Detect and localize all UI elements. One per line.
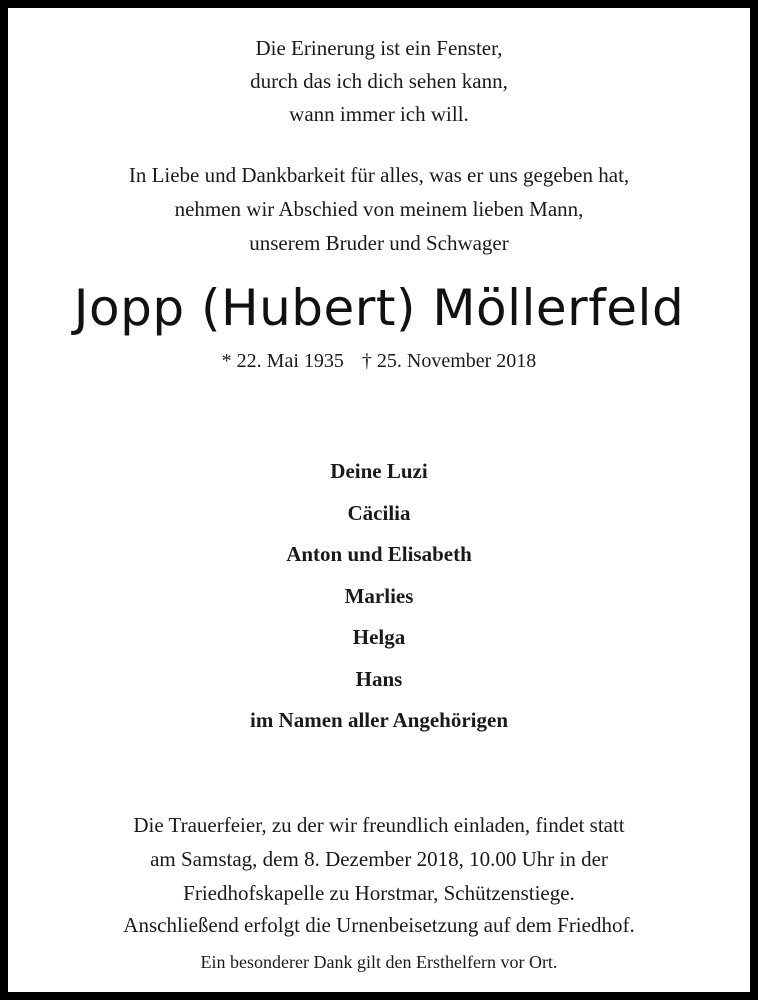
ceremony-details: [8, 808, 750, 910]
mourner-name: Cäcilia: [347, 500, 411, 525]
mourner-name: Anton und Elisabeth: [286, 542, 472, 566]
memorial-quote: [8, 32, 750, 131]
quote-line: durch das ich dich sehen kann,: [250, 69, 508, 93]
life-dates: [8, 346, 750, 376]
farewell-intro: [8, 158, 750, 260]
intro-line: unserem Bruder und Schwager: [249, 231, 509, 255]
ceremony-line: Die Trauerfeier, zu der wir freundlich einladen, findet statt: [133, 813, 625, 837]
mourner-name: Hans: [355, 666, 403, 691]
ceremony-line: Friedhofskapelle zu Horstmar, Schützenstiege.: [183, 881, 575, 905]
quote-line: wann immer ich will.: [289, 102, 469, 126]
quote-line: Die Erinerung ist ein Fenster,: [255, 36, 503, 60]
mourner-name: Helga: [352, 625, 406, 649]
death-date: † 25. November 2018: [361, 350, 537, 372]
birth-date: * 22. Mai 1935: [221, 350, 344, 372]
burial-note: Anschließend erfolgt die Urnenbeisetzung auf dem Friedhof.: [123, 913, 635, 937]
deceased-name: Jopp (Hubert) Möllerfeld: [73, 279, 685, 337]
intro-line: nehmen wir Abschied von meinem lieben Mann,: [174, 197, 584, 221]
mourners-list: [8, 451, 750, 742]
thanks-note: Ein besonderer Dank gilt den Ersthelfern vor Ort.: [200, 952, 558, 972]
ceremony-line: am Samstag, dem 8. Dezember 2018, 10.00 Uhr in der: [150, 847, 608, 871]
mourner-name: Deine Luzi: [330, 459, 428, 483]
intro-line: In Liebe und Dankbarkeit für alles, was er uns gegeben hat,: [128, 163, 630, 187]
mourner-name: Marlies: [344, 583, 414, 608]
mourners-closing: im Namen aller Angehörigen: [249, 708, 508, 732]
